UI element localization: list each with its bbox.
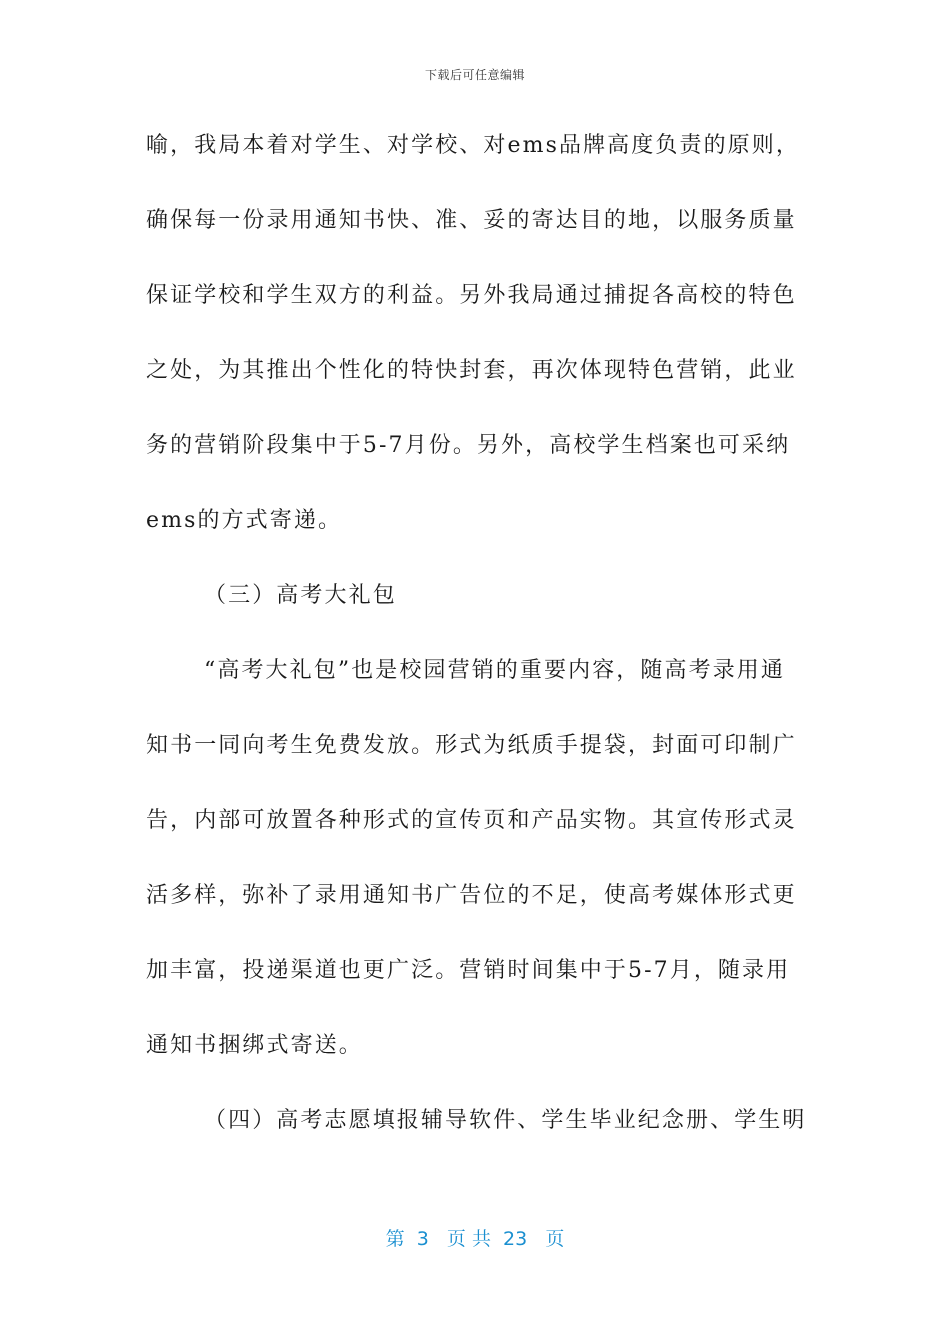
section-heading: （三）高考大礼包 bbox=[204, 583, 397, 608]
paragraph-line: 之处，为其推出个性化的特快封套，再次体现特色营销，此业 bbox=[146, 358, 797, 383]
paragraph-line: 确保每一份录用通知书快、准、妥的寄达目的地，以服务质量 bbox=[146, 208, 797, 233]
document-body bbox=[146, 126, 807, 1176]
paragraph-line: 务的营销阶段集中于5-7月份。另外，高校学生档案也可采纳 bbox=[146, 433, 791, 458]
paragraph-line: 喻，我局本着对学生、对学校、对ems品牌高度负责的原则， bbox=[146, 133, 800, 158]
paragraph-line: “高考大礼包”也是校园营销的重要内容，随高考录用通 bbox=[204, 658, 785, 683]
paragraph-line: 告，内部可放置各种形式的宣传页和产品实物。其宣传形式灵 bbox=[146, 808, 797, 833]
paragraph-line: 通知书捆绑式寄送。 bbox=[146, 1033, 363, 1058]
section-heading: （四）高考志愿填报辅导软件、学生毕业纪念册、学生明 bbox=[204, 1108, 807, 1133]
page-number: 第 3 页 共 23 页 bbox=[385, 1228, 565, 1250]
paragraph-line: ems的方式寄递。 bbox=[146, 508, 343, 533]
paragraph-line: 活多样，弥补了录用通知书广告位的不足，使高考媒体形式更 bbox=[146, 883, 797, 908]
paragraph-line: 加丰富，投递渠道也更广泛。营销时间集中于5-7月，随录用 bbox=[146, 958, 791, 983]
header-note: 下载后可任意编辑 bbox=[424, 68, 525, 82]
paragraph-line: 保证学校和学生双方的利益。另外我局通过捕捉各高校的特色 bbox=[146, 283, 797, 308]
paragraph-line: 知书一同向考生免费发放。形式为纸质手提袋，封面可印制广 bbox=[146, 733, 797, 758]
